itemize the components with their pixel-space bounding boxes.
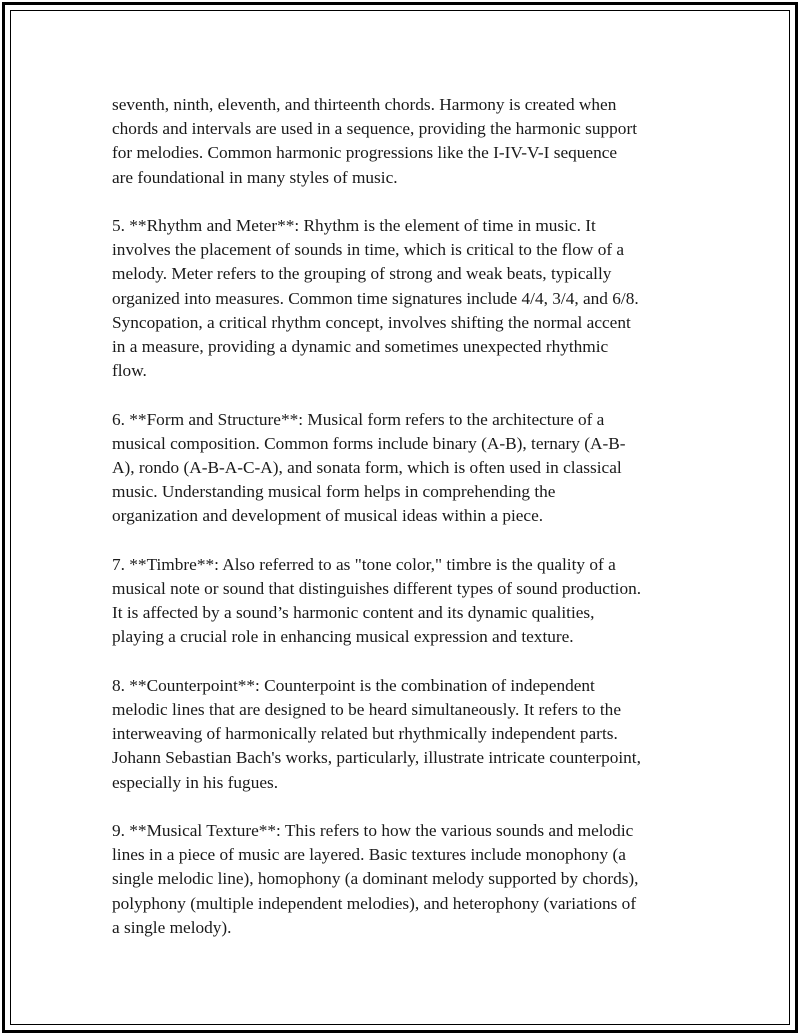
- paragraph-counterpoint: 8. **Counterpoint**: Counterpoint is the combination of independent melodic lines that are designed to be heard simultaneously. It refers to the interweaving of harmonically related but rhythmically independent parts. Johann Sebastian Bach's works, particularly, illustrate intricate counterpoint, especially in his fugues.: [112, 675, 641, 792]
- document-body: [112, 93, 682, 964]
- paragraph-harmony-continued: seventh, ninth, eleventh, and thirteenth chords. Harmony is created when chords and intervals are used in a sequence, providing the harmonic support for melodies. Common harmonic progressions like the I-IV-V-I sequence are foundational in many styles of music.: [112, 95, 638, 187]
- paragraph-musical-texture: 9. **Musical Texture**: This refers to how the various sounds and melodic lines in a piece of music are layered. Basic textures include monophony (a single melodic line), homophony (a dominant melody supported by chords), polyphony (multiple independent melodies), and heterophony (variations of a single melody).: [112, 821, 639, 937]
- paragraph-form-and-structure: 6. **Form and Structure**: Musical form refers to the architecture of a musical composition. Common forms include binary (A-B), ternary (A-B- A), rondo (A-B-A-C-A), and sonata form, which is often used in classical music. Understanding musical form helps in comprehending the organization and development of musical ideas within a piece.: [112, 409, 626, 526]
- paragraph-timbre: 7. **Timbre**: Also referred to as "tone color," timbre is the quality of a musical note or sound that distinguishes different types of sound production. It is affected by a sound’s harmonic content and its dynamic qualities, playing a crucial role in enhancing musical expression and texture.: [112, 554, 642, 647]
- paragraph-rhythm-and-meter: 5. **Rhythm and Meter**: Rhythm is the element of time in music. It involves the placement of sounds in time, which is critical to the flow of a melody. Meter refers to the grouping of strong and weak beats, typically organized into measures. Common time signatures include 4/4, 3/4, and 6/8. Syncopation, a critical rhythm concept, involves shifting the normal accent in a measure, providing a dynamic and sometimes unexpected rhythmic flow.: [112, 216, 639, 381]
